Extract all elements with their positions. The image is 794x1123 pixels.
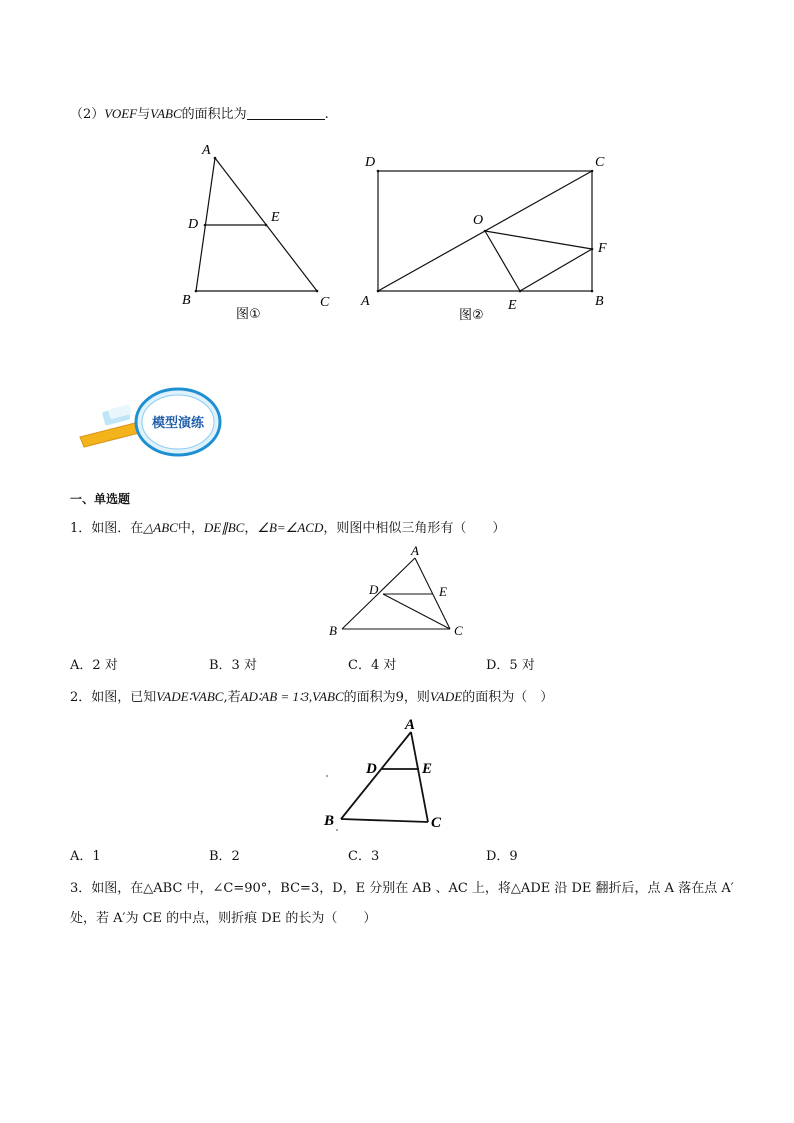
q2-figure <box>315 712 455 837</box>
q1-option-c[interactable]: C．4 对 <box>348 658 397 673</box>
q2-area: 9 <box>395 690 404 705</box>
figure-1-caption: 图① <box>236 307 261 322</box>
section-title: 一、单选题 <box>70 492 131 506</box>
q2-tri2: VADE <box>429 689 463 704</box>
part2-tri2: VABC <box>150 106 182 121</box>
q2-text-a: 2．如图，已知 <box>70 690 157 705</box>
label-a2: A <box>361 294 370 309</box>
q3-line-1: 3．如图，在△ABC 中，∠C=90°，BC=3，D，E 分别在 AB 、AC 上，将△ADE 沿 DE 翻折后，点 A 落在点 A′ <box>70 881 734 896</box>
label-d2: D <box>365 155 376 170</box>
q1-angle: ∠B=∠ACD <box>257 520 324 535</box>
q1-figure <box>320 543 480 643</box>
model-practice-badge <box>75 385 225 460</box>
q1-option-d[interactable]: D．5 对 <box>486 658 535 673</box>
figure-1 <box>170 138 340 328</box>
part2-tri1: VOEF <box>104 106 138 121</box>
label-e2: E <box>508 298 517 313</box>
label-e: E <box>271 210 280 225</box>
q1-text-b: 中， <box>177 521 204 536</box>
part2-prefix: （2） <box>70 107 105 122</box>
segment-oe <box>485 231 520 291</box>
q2-text-c: 的面积为 <box>343 690 396 705</box>
figure-2 <box>355 148 625 328</box>
q1-label-d: D <box>369 582 379 597</box>
q2-ratio: AD∶AB = 1∶3, <box>240 689 313 704</box>
label-o2: O <box>473 213 484 228</box>
q2-label-c: C <box>431 815 442 831</box>
q2-option-a[interactable]: A．1 <box>70 849 101 864</box>
label-c: C <box>320 295 330 310</box>
q2-label-e: E <box>422 761 433 777</box>
q1-stem <box>70 517 505 536</box>
q2-tri: VABC <box>312 689 344 704</box>
q2-option-b[interactable]: B．2 <box>209 849 240 864</box>
part2-mid: 与 <box>137 107 151 122</box>
q1-label-c: C <box>454 623 463 638</box>
q2-label-a: A <box>405 717 416 733</box>
q1-parallel: DE∥BC <box>203 520 245 535</box>
label-c2: C <box>595 155 605 170</box>
q2-stem <box>70 686 553 705</box>
label-a: A <box>202 143 211 158</box>
answer-blank[interactable] <box>247 107 325 120</box>
figure-2-caption: 图② <box>459 308 484 323</box>
label-b2: B <box>595 294 604 309</box>
part2-suffix: 的面积比为 <box>181 107 247 122</box>
q2-label-b: B <box>324 813 335 829</box>
q2-similar: VADE∶VABC <box>156 689 224 704</box>
q2-label-d: D <box>366 761 377 777</box>
q1-label-e: E <box>439 584 447 599</box>
q1-option-a[interactable]: A．2 对 <box>70 658 118 673</box>
q1-tri: △ABC <box>143 520 178 535</box>
q2-option-c[interactable]: C．3 <box>348 849 380 864</box>
label-d: D <box>188 217 199 232</box>
part2-end: . <box>324 107 329 122</box>
q1-text-c: ， <box>244 521 258 536</box>
q2-text-d: ，则 <box>403 690 430 705</box>
segment-ef <box>520 249 592 291</box>
label-f2: F <box>598 241 607 256</box>
q1-text-a: 1．如图．在 <box>70 521 144 536</box>
segment-of <box>485 231 592 249</box>
q2-text-e: 的面积为（ ） <box>462 690 554 705</box>
part2-line <box>70 103 329 122</box>
q2-text-b: ,若 <box>223 690 241 705</box>
label-b: B <box>182 293 191 308</box>
badge-label: 模型演练 <box>151 416 205 431</box>
q3-line-2: 处，若 A′为 CE 的中点，则折痕 DE 的长为（ ） <box>70 911 377 926</box>
q1-text-d: ，则图中相似三角形有（ ） <box>323 521 506 536</box>
q1-label-a: A <box>411 543 419 558</box>
q1-option-b[interactable]: B．3 对 <box>209 658 257 673</box>
q2-option-d[interactable]: D．9 <box>486 849 518 864</box>
q1-label-b: B <box>329 623 337 638</box>
